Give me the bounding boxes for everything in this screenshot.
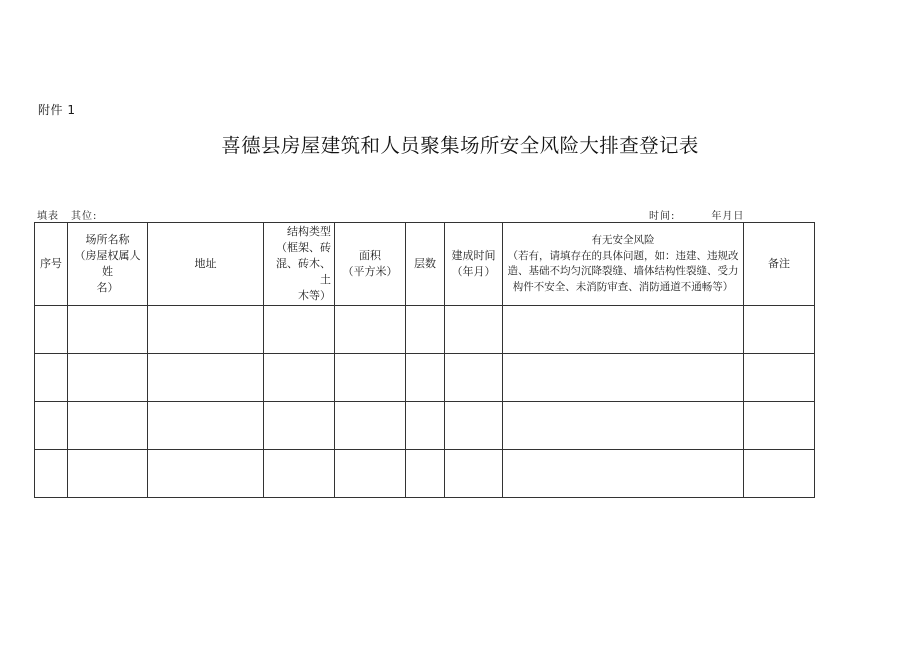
table-cell[interactable] [406,450,445,498]
header-structure-type: 结构类型 （框架、砖 混、砖木、土 木等） [264,223,335,306]
table-cell[interactable] [148,354,264,402]
unit-label: 其位: [71,211,98,222]
table-cell[interactable] [744,354,815,402]
table-cell[interactable] [406,354,445,402]
table-cell[interactable] [68,354,148,402]
table-cell[interactable] [744,450,815,498]
header-seq: 序号 [35,223,68,306]
table-cell[interactable] [335,450,406,498]
table-cell[interactable] [503,306,744,354]
header-area: 面积 （平方米） [335,223,406,306]
table-cell[interactable] [445,306,503,354]
table-cell[interactable] [264,354,335,402]
table-cell[interactable] [503,402,744,450]
table-cell[interactable] [35,450,68,498]
table-cell[interactable] [68,402,148,450]
table-cell[interactable] [68,450,148,498]
table-row [35,306,815,354]
table-cell[interactable] [148,402,264,450]
header-place-name: 场所名称 （房屋权属人姓 名） [68,223,148,306]
table-cell[interactable] [148,306,264,354]
header-safety-risk: 有无安全风险 （若有，请填存在的具体问题，如：违建、违规改 造、基础不均匀沉降裂缝、墙体结构性裂缝、受力 构件不安全、未消防审查、消防通道不通畅等） [503,223,744,306]
table-row [35,450,815,498]
table-cell[interactable] [445,354,503,402]
header-floors: 层数 [406,223,445,306]
register-table [34,222,815,498]
table-cell[interactable] [744,402,815,450]
form-meta-right [649,207,744,222]
table-cell[interactable] [744,306,815,354]
table-cell[interactable] [35,354,68,402]
table-cell[interactable] [406,402,445,450]
table-cell[interactable] [264,450,335,498]
table-cell[interactable] [503,450,744,498]
table-cell[interactable] [35,402,68,450]
form-meta-left [37,207,97,222]
table-cell[interactable] [335,354,406,402]
table-row [35,354,815,402]
table-cell[interactable] [503,354,744,402]
table-cell[interactable] [406,306,445,354]
table-cell[interactable] [35,306,68,354]
header-built-time: 建成时间 （年月） [445,223,503,306]
filler-label: 填表 [37,211,59,222]
time-label: 时间: [649,211,676,222]
table-cell[interactable] [445,402,503,450]
document-title: 喜德县房屋建筑和人员聚集场所安全风险大排查登记表 [221,134,699,157]
date-label: 年月日 [711,211,745,222]
table-cell[interactable] [264,306,335,354]
table-cell[interactable] [335,402,406,450]
table-cell[interactable] [148,450,264,498]
header-remarks: 备注 [744,223,815,306]
table-row [35,402,815,450]
header-address: 地址 [148,223,264,306]
table-cell[interactable] [68,306,148,354]
attachment-label: 附件 1 [38,103,76,117]
table-cell[interactable] [264,402,335,450]
header-row [35,223,815,306]
table-cell[interactable] [445,450,503,498]
table-cell[interactable] [335,306,406,354]
